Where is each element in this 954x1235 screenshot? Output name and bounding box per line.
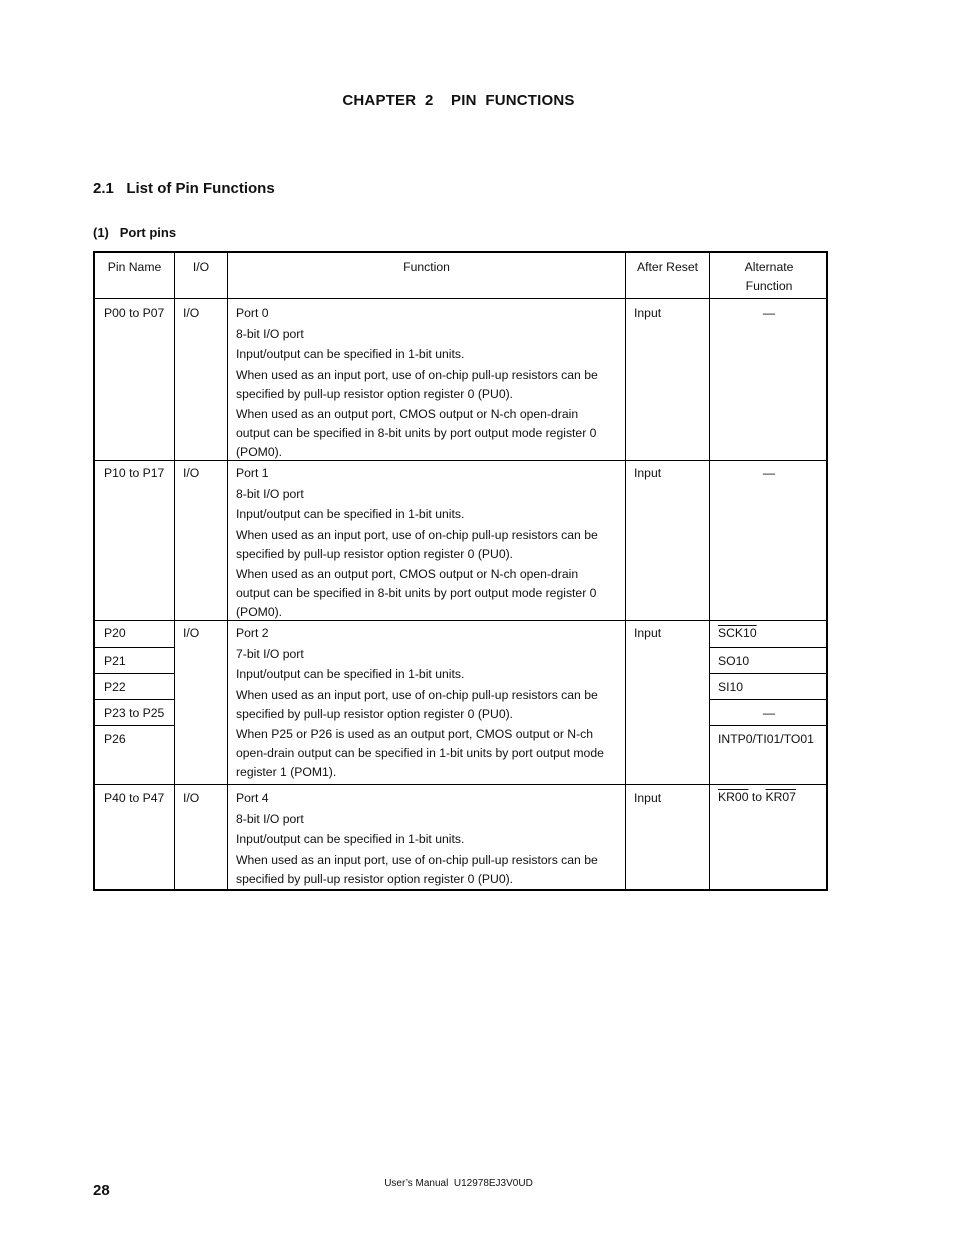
alternate-function — [718, 788, 796, 807]
row-divider — [709, 673, 826, 674]
function-paragraph — [236, 665, 604, 684]
row-divider — [95, 647, 174, 648]
function-line: register 1 (POM1). — [236, 765, 337, 779]
row-divider — [95, 725, 174, 726]
function-paragraph — [236, 645, 604, 664]
function-paragraph — [236, 830, 598, 849]
function-paragraph — [236, 405, 598, 462]
function-paragraph — [236, 325, 598, 344]
function-line: Input/output can be specified in 1-bit units. — [236, 347, 465, 361]
alternate-signal: KR00 — [718, 790, 749, 804]
after-reset-value: Input — [634, 791, 662, 805]
header-alternate-line: Function — [745, 279, 793, 293]
row-divider — [709, 699, 826, 700]
function-paragraph — [236, 810, 598, 829]
pin-name: P22 — [104, 680, 126, 694]
header-io: I/O — [192, 260, 210, 274]
alternate-signal: KR07 — [765, 790, 796, 804]
function-line: When used as an output port, CMOS output or N-ch open-drain — [236, 407, 579, 421]
alternate-range-word: to — [748, 790, 766, 804]
header-alternate-function — [710, 258, 828, 296]
function-line: When used as an input port, use of on-chip pull-up resistors can be — [236, 687, 598, 702]
row-divider — [95, 699, 174, 700]
pin-name: P40 to P47 — [104, 791, 165, 805]
subsection-title: (1) Port pins — [93, 225, 177, 240]
function-paragraph — [236, 686, 604, 724]
function-description — [236, 789, 598, 890]
function-paragraph — [236, 851, 598, 889]
function-line: When used as an output port, CMOS output or N-ch open-drain — [236, 567, 579, 581]
function-line: specified by pull-up resistor option register 0 (PU0). — [236, 871, 514, 886]
row-divider — [709, 725, 826, 726]
function-paragraph — [236, 526, 598, 564]
pin-name: P00 to P07 — [104, 306, 165, 320]
row-divider — [709, 647, 826, 648]
function-paragraph — [236, 366, 598, 404]
function-line: output can be specified in 8-bit units by port output mode register 0 — [236, 586, 597, 600]
pin-functions-table — [93, 251, 828, 891]
io-type: I/O — [183, 626, 200, 640]
function-line: Input/output can be specified in 1-bit units. — [236, 667, 465, 681]
function-title: Port 2 — [236, 626, 269, 640]
function-line: Input/output can be specified in 1-bit units. — [236, 832, 465, 846]
row-divider — [95, 784, 826, 785]
function-description — [236, 464, 598, 624]
function-line: 8-bit I/O port — [236, 811, 304, 826]
column-divider — [709, 253, 710, 889]
function-line: open-drain output can be specified in 1-bit units by port output mode — [236, 746, 604, 760]
after-reset-value: Input — [634, 466, 662, 480]
function-line: 8-bit I/O port — [236, 486, 304, 501]
function-line: 7-bit I/O port — [236, 646, 304, 661]
function-title: Port 0 — [236, 306, 269, 320]
function-description — [236, 304, 598, 464]
io-type: I/O — [183, 306, 200, 320]
function-paragraph — [236, 565, 598, 622]
function-line: (POM0). — [236, 605, 283, 619]
function-line: output can be specified in 8-bit units by port output mode register 0 — [236, 426, 597, 440]
header-alternate-line: Alternate — [744, 260, 794, 274]
column-divider — [227, 253, 228, 889]
alternate-function: — — [762, 306, 776, 320]
function-line: Input/output can be specified in 1-bit units. — [236, 507, 465, 521]
alternate-function: SI10 — [718, 680, 744, 694]
function-description — [236, 624, 604, 784]
pin-name: P21 — [104, 654, 126, 668]
alternate-function: SO10 — [718, 654, 750, 668]
header-pin-name: Pin Name — [107, 260, 162, 274]
alternate-function: — — [762, 466, 776, 480]
function-line: When used as an input port, use of on-chip pull-up resistors can be — [236, 367, 598, 382]
function-line: When used as an input port, use of on-chip pull-up resistors can be — [236, 527, 598, 542]
header-after-reset: After Reset — [637, 260, 698, 274]
function-paragraph — [236, 505, 598, 524]
manual-footer: User’s Manual U12978EJ3V0UD — [384, 1178, 533, 1189]
pin-name: P26 — [104, 732, 126, 746]
function-title: Port 4 — [236, 791, 269, 805]
function-paragraph — [236, 485, 598, 504]
function-line: (POM0). — [236, 445, 283, 459]
function-line: When P25 or P26 is used as an output port, CMOS output or N-ch — [236, 727, 594, 741]
pin-name: P23 to P25 — [104, 706, 165, 720]
alternate-function: SCK10 — [718, 626, 757, 640]
column-divider — [625, 253, 626, 889]
after-reset-value: Input — [634, 306, 662, 320]
function-line: specified by pull-up resistor option register 0 (PU0). — [236, 386, 514, 401]
page-number: 28 — [93, 1182, 110, 1199]
alternate-function: INTP0/TI01/TO01 — [718, 732, 814, 746]
alternate-function: — — [762, 706, 776, 720]
function-line: specified by pull-up resistor option register 0 (PU0). — [236, 546, 514, 561]
function-line: 8-bit I/O port — [236, 326, 304, 341]
section-title: 2.1 List of Pin Functions — [93, 180, 275, 197]
function-line: When used as an input port, use of on-chip pull-up resistors can be — [236, 852, 598, 867]
header-function: Function — [403, 260, 450, 274]
row-divider — [95, 298, 826, 299]
column-divider — [174, 253, 175, 889]
after-reset-value: Input — [634, 626, 662, 640]
row-divider — [95, 673, 174, 674]
io-type: I/O — [183, 466, 200, 480]
function-title: Port 1 — [236, 466, 269, 480]
chapter-title: CHAPTER 2 PIN FUNCTIONS — [342, 92, 575, 109]
function-paragraph — [236, 345, 598, 364]
function-paragraph — [236, 725, 604, 782]
pin-name: P10 to P17 — [104, 466, 165, 480]
io-type: I/O — [183, 791, 200, 805]
function-line: specified by pull-up resistor option register 0 (PU0). — [236, 706, 514, 721]
pin-name: P20 — [104, 626, 126, 640]
